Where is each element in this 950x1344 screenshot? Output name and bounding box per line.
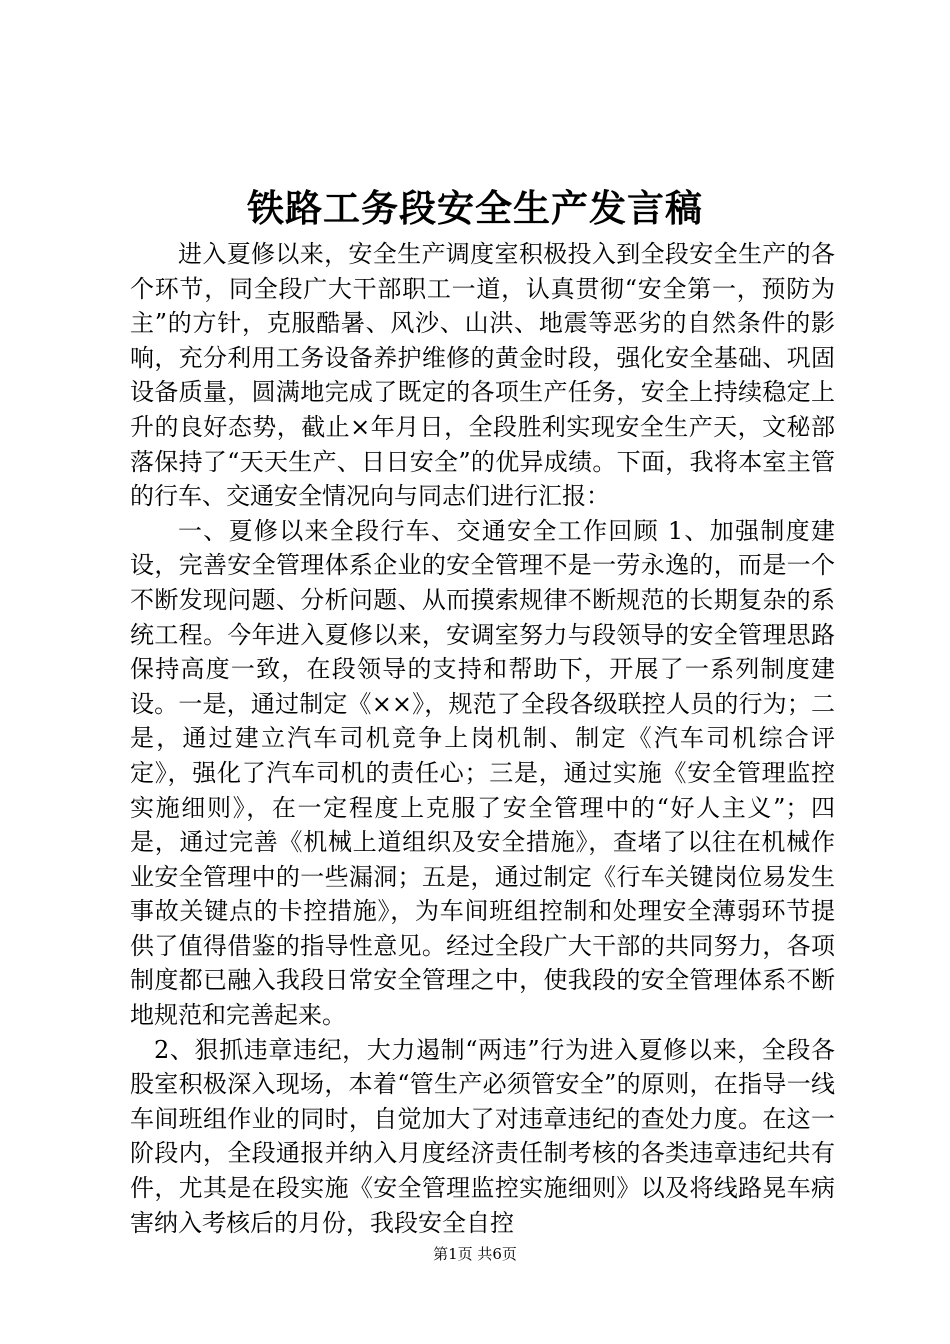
page-number-footer: 第1页 共6页: [433, 1245, 517, 1263]
paragraph-section-1: 一、夏修以来全段行车、交通安全工作回顾 1、加强制度建设，完善安全管理体系企业的安全管理不是一劳永逸的，而是一个不断发现问题、分析问题、从而摸索规律不断规范的长期复杂的系统工程。今年进入夏修以来，安调室努力与段领导的安全管理思路保持高度一致，在段领导的支持和帮助下，开展了一系列制度建设。一是，通过制定《××》，规范了全段各级联控人员的行为；二是，通过建立汽车司机竞争上岗机制、制定《汽车司机综合评定》，强化了汽车司机的责任心；三是，通过实施《安全管理监控实施细则》，在一定程度上克服了安全管理中的“好人主义”；四是，通过完善《机械上道组织及安全措施》，查堵了以往在机械作业安全管理中的一些漏洞；五是，通过制定《行车关键岗位易发生事故关键点的卡控措施》，为车间班组控制和处理安全薄弱环节提供了值得借鉴的指导性意见。经过全段广大干部的共同努力，各项制度都已融入我段日常安全管理之中，使我段的安全管理体系不断地规范和完善起来。: [130, 516, 835, 1030]
paragraph-intro: 进入夏修以来，安全生产调度室积极投入到全段安全生产的各个环节，同全段广大干部职工一道，认真贯彻“安全第一，预防为主”的方针，克服酷暑、风沙、山洪、地震等恶劣的自然条件的影响，充分利用工务设备养护维修的黄金时段，强化安全基础、巩固设备质量，圆满地完成了既定的各项生产任务，安全上持续稳定上升的良好态势，截止×年月日，全段胜利实现安全生产天，文秘部落保持了“天天生产、日日安全”的优异成绩。下面，我将本室主管的行车、交通安全情况向与同志们进行汇报：: [130, 240, 835, 511]
paragraph-section-2: 2、狠抓违章违纪，大力遏制“两违”行为进入夏修以来，全段各股室积极深入现场，本着“管生产必须管安全”的原则，在指导一线车间班组作业的同时，自觉加大了对违章违纪的查处力度。在这一阶段内，全段通报并纳入月度经济责任制考核的各类违章违纪共有件，尤其是在段实施《安全管理监控实施细则》以及将线路晃车病害纳入考核后的月份，我段安全自控: [130, 1035, 835, 1237]
document-body: [130, 237, 835, 1240]
document-title: 铁路工务段安全生产发言稿: [247, 186, 703, 230]
